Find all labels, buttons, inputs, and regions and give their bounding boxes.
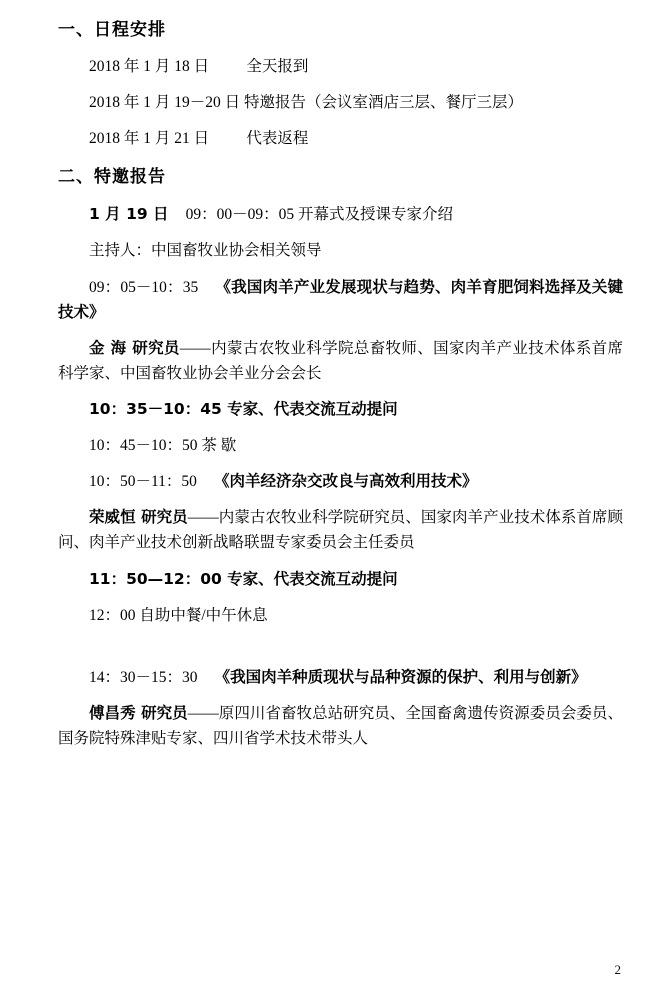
report-line-opening — [58, 202, 623, 227]
session-2-title: 《肉羊经济杂交改良与高效利用技术》 — [213, 472, 478, 491]
session-3-title: 《我国肉羊种质现状与品种资源的保护、利用与创新》 — [214, 667, 587, 686]
speaker-3-name: 傅昌秀 研究员 — [89, 703, 188, 722]
report-line-break-1: 10：45－10：50 茶 歇 — [89, 437, 237, 455]
schedule-activity-1: 全天报到 — [246, 57, 309, 75]
section-heading-invited-reports: 二、特邀报告 — [58, 166, 166, 187]
report-line-lunch: 12：00 自助中餐/中午休息 — [89, 606, 268, 624]
speaker-1-affiliation: ——内蒙古农牧业科学院总畜牧师、国家肉羊产业技术体系首席科学家、中国畜牧业协会羊业分会会长 — [58, 339, 623, 382]
session-2-time: 10：50－11：50 — [89, 473, 197, 491]
page-number: 2 — [614, 962, 621, 977]
schedule-date-1: 2018 年 1 月 18 日 — [89, 57, 210, 75]
session-1-time: 09：05－10：35 — [89, 278, 199, 296]
report-line-session-2 — [58, 469, 623, 494]
speaker-1-name: 金 海 研究员 — [89, 338, 180, 357]
schedule-date-3: 2018 年 1 月 21 日 — [89, 129, 210, 147]
speaker-2-name: 荣威恒 研究员 — [89, 508, 188, 527]
report-line-host: 主持人：中国畜牧业协会相关领导 — [89, 242, 322, 260]
paragraph-spacer — [58, 639, 623, 665]
report-line-qa-2: 11：50—12：00 专家、代表交流互动提问 — [89, 569, 398, 588]
report-line-speaker-3 — [58, 701, 623, 751]
schedule-activity-3: 代表返程 — [246, 129, 309, 147]
report-date-0119: 1 月 19 日 — [89, 205, 169, 224]
report-line-session-3 — [58, 665, 623, 690]
report-opening-text: 09：00－09：05 开幕式及授课专家介绍 — [185, 206, 453, 224]
report-line-speaker-2 — [58, 505, 623, 555]
session-3-time: 14：30－15：30 — [89, 668, 198, 686]
schedule-line-2: 2018 年 1 月 19－20 日 特邀报告（会议室酒店三层、餐厅三层） — [89, 93, 524, 111]
report-line-speaker-1 — [58, 336, 623, 386]
schedule-line-3 — [58, 126, 623, 151]
schedule-line-1 — [58, 54, 623, 79]
section-heading-schedule: 一、日程安排 — [58, 20, 166, 40]
speaker-2-affiliation: ——内蒙古农牧业科学院研究员、国家肉羊产业技术体系首席顾问、肉羊产业技术创新战略联盟专家委员会主任委员 — [58, 509, 623, 552]
speaker-3-affiliation: ——原四川省畜牧总站研究员、全国畜禽遗传资源委员会委员、国务院特殊津贴专家、四川省学术技术带头人 — [58, 704, 623, 747]
session-1-title: 《我国肉羊产业发展现状与趋势、肉羊育肥饲料选择及关键技术》 — [58, 277, 623, 321]
report-line-qa-1: 10：35－10：45 专家、代表交流互动提问 — [89, 399, 398, 418]
report-line-session-1 — [58, 275, 623, 325]
